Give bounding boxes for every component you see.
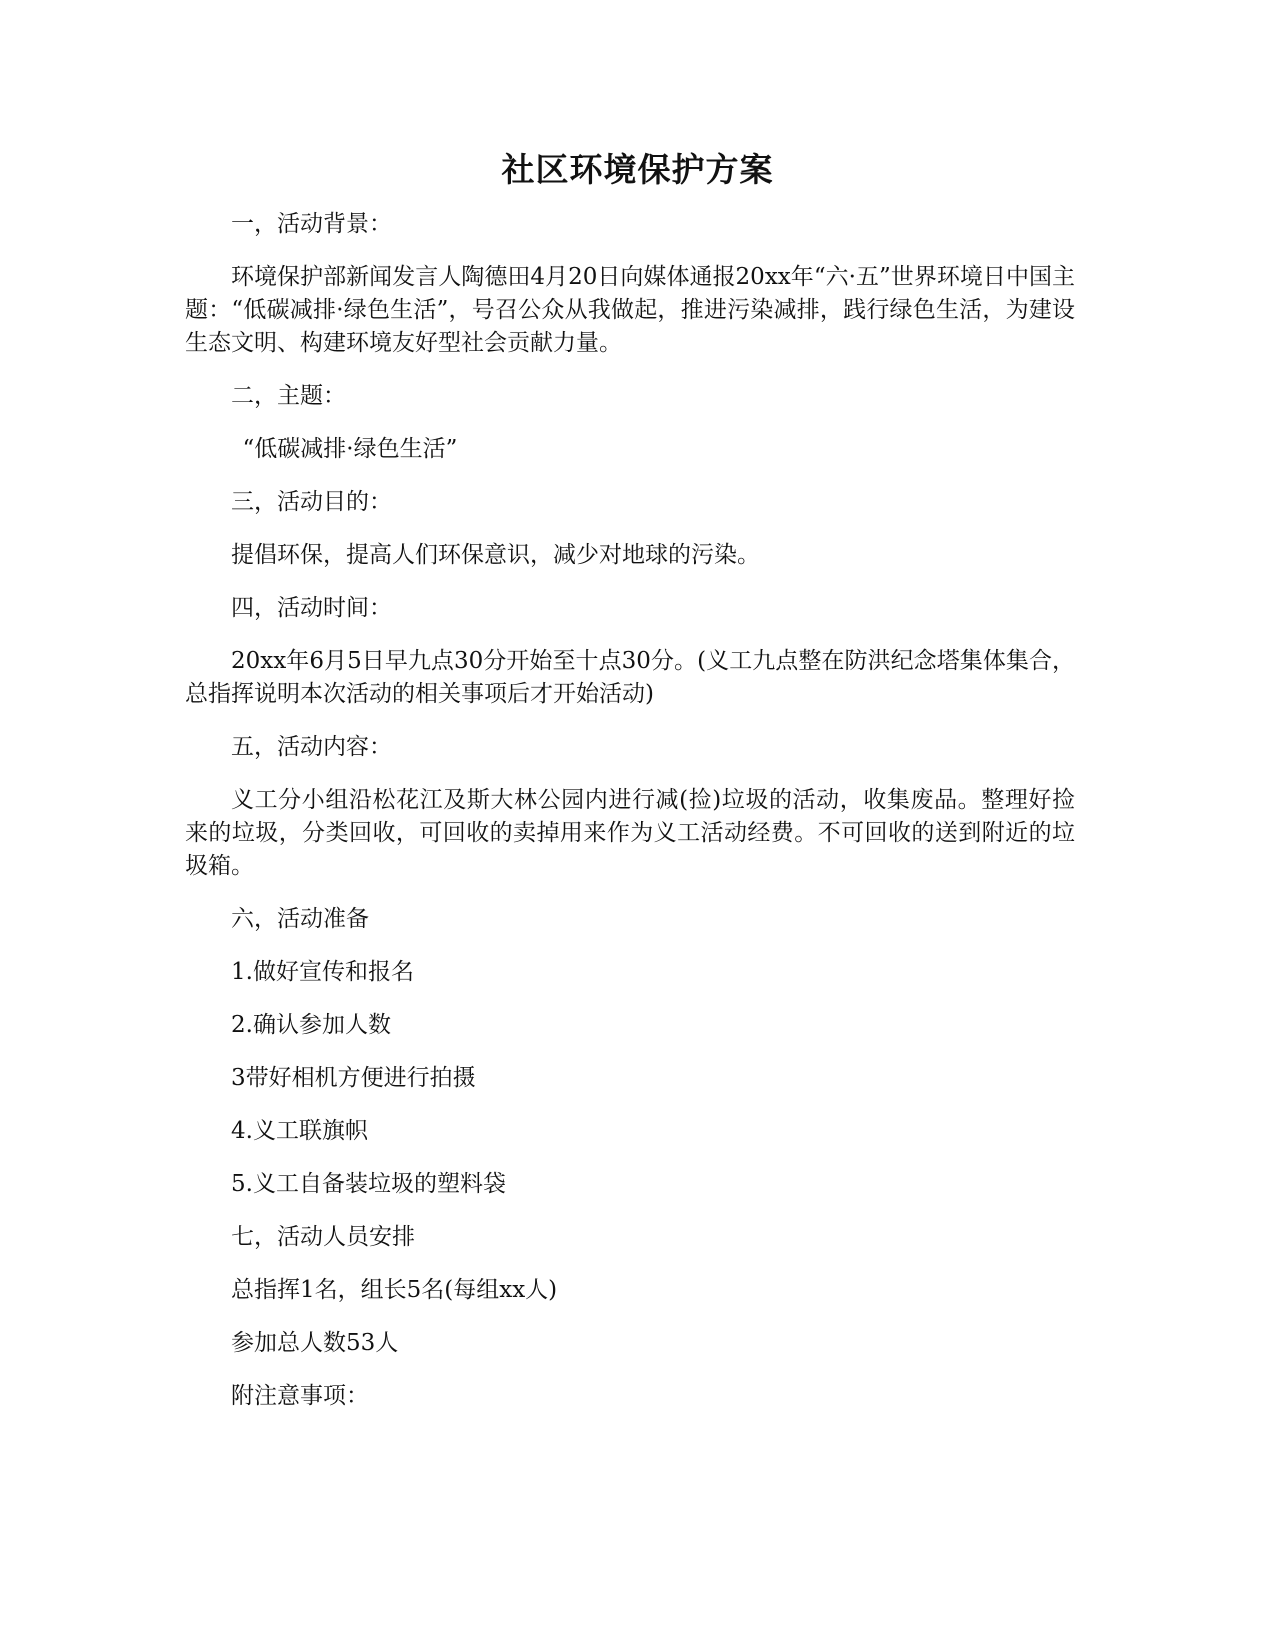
list-item: 5.义工自备装垃圾的塑料袋 xyxy=(231,1171,506,1197)
list-item: 1.做好宣传和报名 xyxy=(231,959,414,985)
list-item: 2.确认参加人数 xyxy=(231,1012,391,1038)
background-paragraph: 环境保护部新闻发言人陶德田4月20日向媒体通报20xx年“六·五”世界环境日中国主题：“低碳减排·绿色生活”，号召公众从我做起，推进污染减排，践行绿色生活，为建设生态文明、构建环境友好型社会贡献力量。 xyxy=(185,264,1075,356)
theme-paragraph: “低碳减排·绿色生活” xyxy=(242,436,458,462)
section-heading-background: 一，活动背景： xyxy=(231,211,392,237)
section-heading-time: 四，活动时间： xyxy=(231,595,392,621)
section-heading-theme: 二，主题： xyxy=(231,383,346,409)
purpose-paragraph: 提倡环保，提高人们环保意识，减少对地球的污染。 xyxy=(231,542,760,568)
section-heading-content: 五，活动内容： xyxy=(231,734,392,760)
document-body xyxy=(185,208,1075,1433)
time-paragraph: 20xx年6月5日早九点30分开始至十点30分。(义工九点整在防洪纪念塔集体集合，总指挥说明本次活动的相关事项后才开始活动) xyxy=(185,648,1075,707)
staffing-line: 参加总人数53人 xyxy=(231,1330,399,1356)
content-paragraph: 义工分小组沿松花江及斯大林公园内进行减(捡)垃圾的活动，收集废品。整理好捡来的垃圾，分类回收，可回收的卖掉用来作为义工活动经费。不可回收的送到附近的垃圾箱。 xyxy=(185,787,1075,879)
section-heading-preparation: 六，活动准备 xyxy=(231,906,369,932)
document-title: 社区环境保护方案 xyxy=(501,150,774,189)
section-heading-purpose: 三，活动目的： xyxy=(231,489,392,515)
section-heading-staffing: 七，活动人员安排 xyxy=(231,1224,415,1250)
list-item: 3带好相机方便进行拍摄 xyxy=(231,1065,476,1091)
staffing-line: 总指挥1名，组长5名(每组xx人) xyxy=(231,1277,558,1303)
list-item: 4.义工联旗帜 xyxy=(231,1118,368,1144)
section-heading-notes: 附注意事项： xyxy=(231,1383,369,1409)
